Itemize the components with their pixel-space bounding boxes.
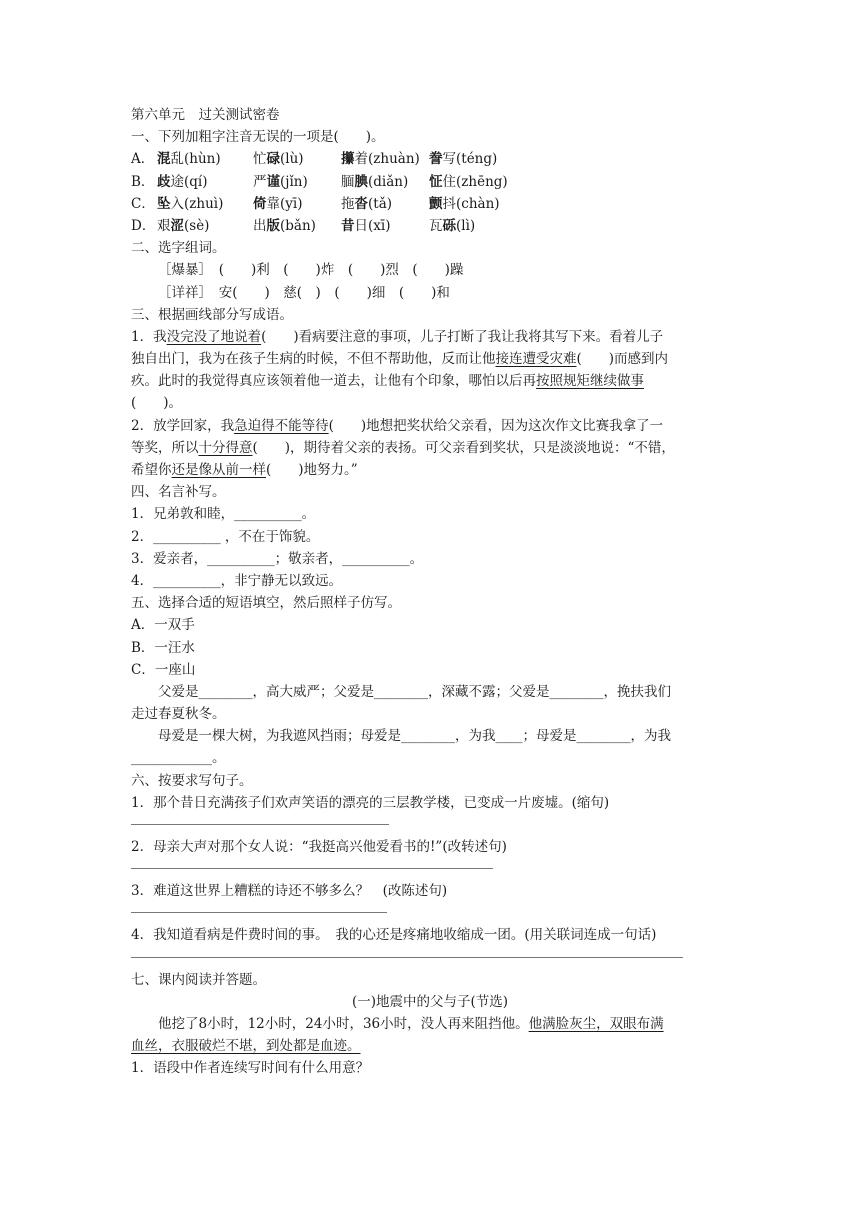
option-letter: D． (131, 217, 156, 234)
answer-line (131, 824, 389, 825)
passage-title: (一)地震中的父与子(节选) (351, 993, 509, 1010)
underlined-phrase: 他满脸灰尘，双眼布满 (528, 1015, 664, 1032)
word-group-line-1: ［爆暴］ ( )利 ( )炸 ( )烈 ( )躁 (158, 262, 464, 279)
underlined-phrase: 还是像从前一样 (171, 462, 266, 478)
pinyin-item: 怔住(zhēng) (429, 173, 508, 190)
pinyin-item: 混乱(hùn) (157, 151, 221, 168)
s3-q1-line-1: 1．我没完没了地说着( )看病要注意的事项，儿子打断了我让我将其写下来。看着儿子 (131, 328, 664, 345)
word-group-line-2: ［详祥］ 安( ) 慈( ) ( )细 ( )和 (158, 284, 450, 301)
s3-q2-line-1: 2．放学回家，我急迫得不能等待( )地想把奖状给父亲看，因为这次作文比赛我拿了一 (131, 417, 664, 434)
reading-question-1: 1．语段中作者连续写时间有什么用意？ (131, 1060, 370, 1077)
s3-q1-line-3: 疚。此时的我觉得真应该领着他一道去，让他有个印象，哪怕以后再按照规矩继续做事 (131, 373, 644, 390)
passage-line-2 (131, 1035, 729, 1057)
pinyin-item: 瓦砾(lì) (429, 217, 476, 234)
answer-line (131, 868, 493, 869)
underlined-phrase: 急迫得不能等待 (234, 417, 329, 434)
pinyin-item: 歧途(qí) (157, 173, 208, 190)
option-letter: B． (131, 173, 155, 190)
pinyin-item: 倚靠(yī) (253, 195, 303, 212)
passage-line-1: 他挖了8小时，12小时，24小时，36小时，没人再来阻挡他。他满脸灰尘，双眼布满 (158, 1015, 664, 1032)
underlined-phrase: 按照规矩继续做事 (536, 373, 644, 390)
option-letter: A． (131, 151, 155, 168)
fill-paragraph-1-cont: 走过春夏秋冬。 (131, 706, 226, 723)
option-a: A．一双手 (131, 617, 195, 634)
fill-paragraph-2: 母爱是一棵大树，为我遮风挡雨；母爱是________，为我____；母爱是________，为我 (158, 728, 671, 745)
s3-q1-line-4: ( )。 (131, 395, 183, 412)
s3-q2-line-3: 希望你还是像从前一样( )地努力。” (131, 462, 358, 478)
pinyin-item: 坠入(zhuì) (157, 195, 224, 212)
section-3-heading: 三、根据画线部分写成语。 (131, 306, 293, 323)
section-2-heading: 二、选字组词。 (131, 240, 226, 257)
quote-line-4: 4．__________，非宁静无以致远。 (131, 572, 343, 589)
option-row (131, 148, 729, 170)
option-c: C．一座山 (131, 661, 196, 678)
fill-paragraph-2-cont: ____________。 (131, 750, 226, 767)
pinyin-item: 誊写(téng) (429, 151, 498, 168)
pinyin-item: 攥着(zhuàn) (341, 151, 420, 168)
answer-line (131, 957, 683, 958)
fill-paragraph-1: 父爱是________，高大威严；父爱是________，深藏不露；父爱是________，挽扶我们 (158, 683, 671, 700)
rewrite-question-1: 1．那个昔日充满孩子们欢声笑语的漂亮的三层教学楼，已变成一片废墟。(缩句) (131, 794, 610, 811)
section-5-heading: 五、选择合适的短语填空，然后照样子仿写。 (131, 595, 401, 612)
pinyin-options (131, 148, 729, 237)
section-1-heading: 一、下列加粗字注音无误的一项是( )。 (131, 129, 385, 146)
pinyin-item: 出版(bǎn) (253, 217, 316, 234)
underlined-phrase: 十分得意 (198, 439, 253, 456)
underlined-phrase: 没完没了地说着 (166, 328, 262, 345)
quote-line-2: 2．__________ ，不在于饰貌。 (131, 528, 320, 545)
pinyin-item: 昔日(xī) (341, 217, 391, 234)
option-b: B．一汪水 (131, 639, 195, 656)
quote-line-1: 1．兄弟敦和睦，__________。 (131, 506, 316, 523)
pinyin-item: 严谨(jǐn) (253, 173, 308, 190)
option-row (131, 215, 729, 237)
pinyin-item: 忙碌(lù) (253, 151, 304, 168)
rewrite-question-2: 2．母亲大声对那个女人说：“我挺高兴他爱看书的!”(改转述句) (131, 839, 507, 855)
s3-q2-line-2: 等奖，所以十分得意( )，期待着父亲的表扬。可父亲看到奖状，只是淡淡地说：“不错， (131, 439, 675, 456)
underlined-phrase: 血丝，衣服破烂不堪，到处都是血迹。 (131, 1038, 361, 1055)
s3-q1-line-2: 独自出门，我为在孩子生病的时候，不但不帮助他，反而让他接连遭受灾难( )而感到内 (131, 351, 669, 368)
underlined-phrase: 接连遭受灾难 (495, 351, 577, 368)
section-6-heading: 六、按要求写句子。 (131, 772, 253, 789)
option-row (131, 171, 729, 193)
pinyin-item: 艰涩(sè) (157, 217, 210, 234)
pinyin-item: 腼腆(diǎn) (341, 173, 409, 190)
pinyin-item: 拖沓(tǎ) (341, 195, 393, 212)
section-4-heading: 四、名言补写。 (131, 484, 226, 501)
quote-line-3: 3．爱亲者，__________；敬亲者，__________。 (131, 550, 424, 567)
rewrite-question-3: 3．难道这世界上糟糕的诗还不够多么？ (改陈述句) (131, 883, 448, 900)
section-7-heading: 七、课内阅读并答题。 (131, 971, 266, 988)
pinyin-item: 颤抖(chàn) (429, 195, 500, 212)
page-title: 第六单元 过关测试密卷 (131, 107, 280, 123)
option-row (131, 193, 729, 215)
option-letter: C． (131, 195, 155, 212)
rewrite-question-4: 4．我知道看病是件费时间的事。 我的心还是疼痛地收缩成一团。(用关联词连成一句话) (131, 927, 657, 944)
answer-line (131, 912, 387, 913)
exam-paper (131, 104, 729, 1080)
